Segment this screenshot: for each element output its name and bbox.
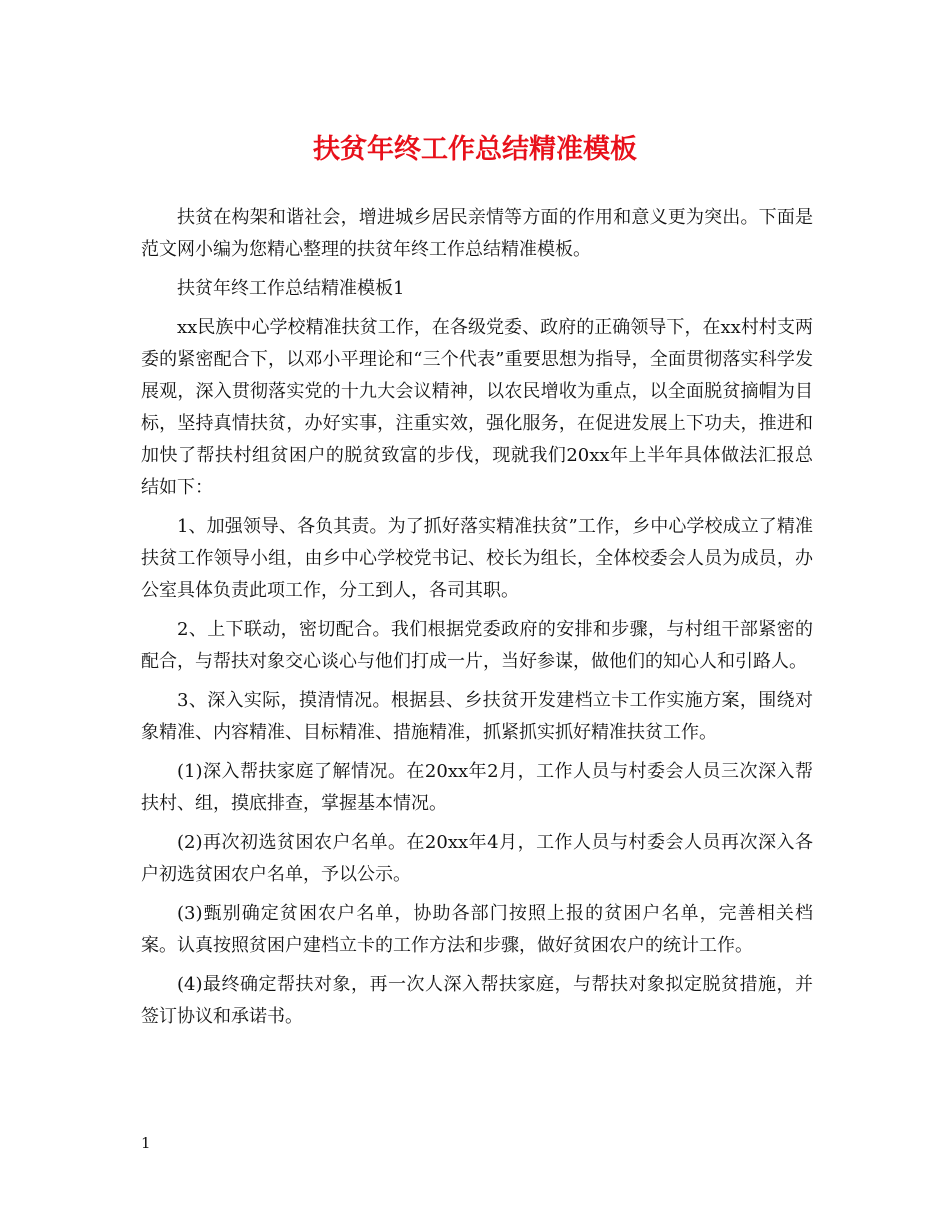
page-number: 1 [141,1134,151,1152]
intro-paragraph: 扶贫在构架和谐社会，增进城乡居民亲情等方面的作用和意义更为突出。下面是范文网小编为您精心整理的扶贫年终工作总结精准模板。 [141,207,813,260]
document-body [141,202,813,1040]
body-paragraph: (4)最终确定帮扶对象，再一次人深入帮扶家庭，与帮扶对象拟定脱贫措施，并签订协议和承诺书。 [141,974,813,1027]
body-paragraph: xx民族中心学校精准扶贫工作，在各级党委、政府的正确领导下，在xx村村支两委的紧密配合下，以邓小平理论和“三个代表”重要思想为指导，全面贯彻落实科学发展观，深入贯彻落实党的十九大会议精神，以农民增收为重点，以全面脱贫摘帽为目标，坚持真情扶贫，办好实事，注重实效，强化服务，在促进发展上下功夫，推进和加快了帮扶村组贫困户的脱贫致富的步伐，现就我们20xx年上半年具体做法汇报总结如下： [141,317,813,498]
body-paragraph: 3、深入实际，摸清情况。根据县、乡扶贫开发建档立卡工作实施方案，围绕对象精准、内容精准、目标精准、措施精准，抓紧抓实抓好精准扶贫工作。 [141,690,813,743]
body-paragraph: (2)再次初选贫困农户名单。在20xx年4月，工作人员与村委会人员再次深入各户初选贫困农户名单，予以公示。 [141,832,813,885]
body-paragraph: 2、上下联动，密切配合。我们根据党委政府的安排和步骤，与村组干部紧密的配合，与帮扶对象交心谈心与他们打成一片，当好参谋，做他们的知心人和引路人。 [141,619,813,672]
section-heading: 扶贫年终工作总结精准模板1 [177,278,405,299]
body-paragraph: 1、加强领导、各负其责。为了抓好落实精准扶贫”工作，乡中心学校成立了精准扶贫工作领导小组，由乡中心学校党书记、校长为组长，全体校委会人员为成员，办公室具体负责此项工作，分工到人，各司其职。 [141,516,813,601]
body-paragraph: (1)深入帮扶家庭了解情况。在20xx年2月，工作人员与村委会人员三次深入帮扶村、组，摸底排查，掌握基本情况。 [141,761,813,814]
body-paragraph: (3)甄别确定贫困农户名单，协助各部门按照上报的贫困户名单，完善相关档案。认真按照贫困户建档立卡的工作方法和步骤，做好贫困农户的统计工作。 [141,903,813,956]
document-title: 扶贫年终工作总结精准模板 [313,134,637,165]
